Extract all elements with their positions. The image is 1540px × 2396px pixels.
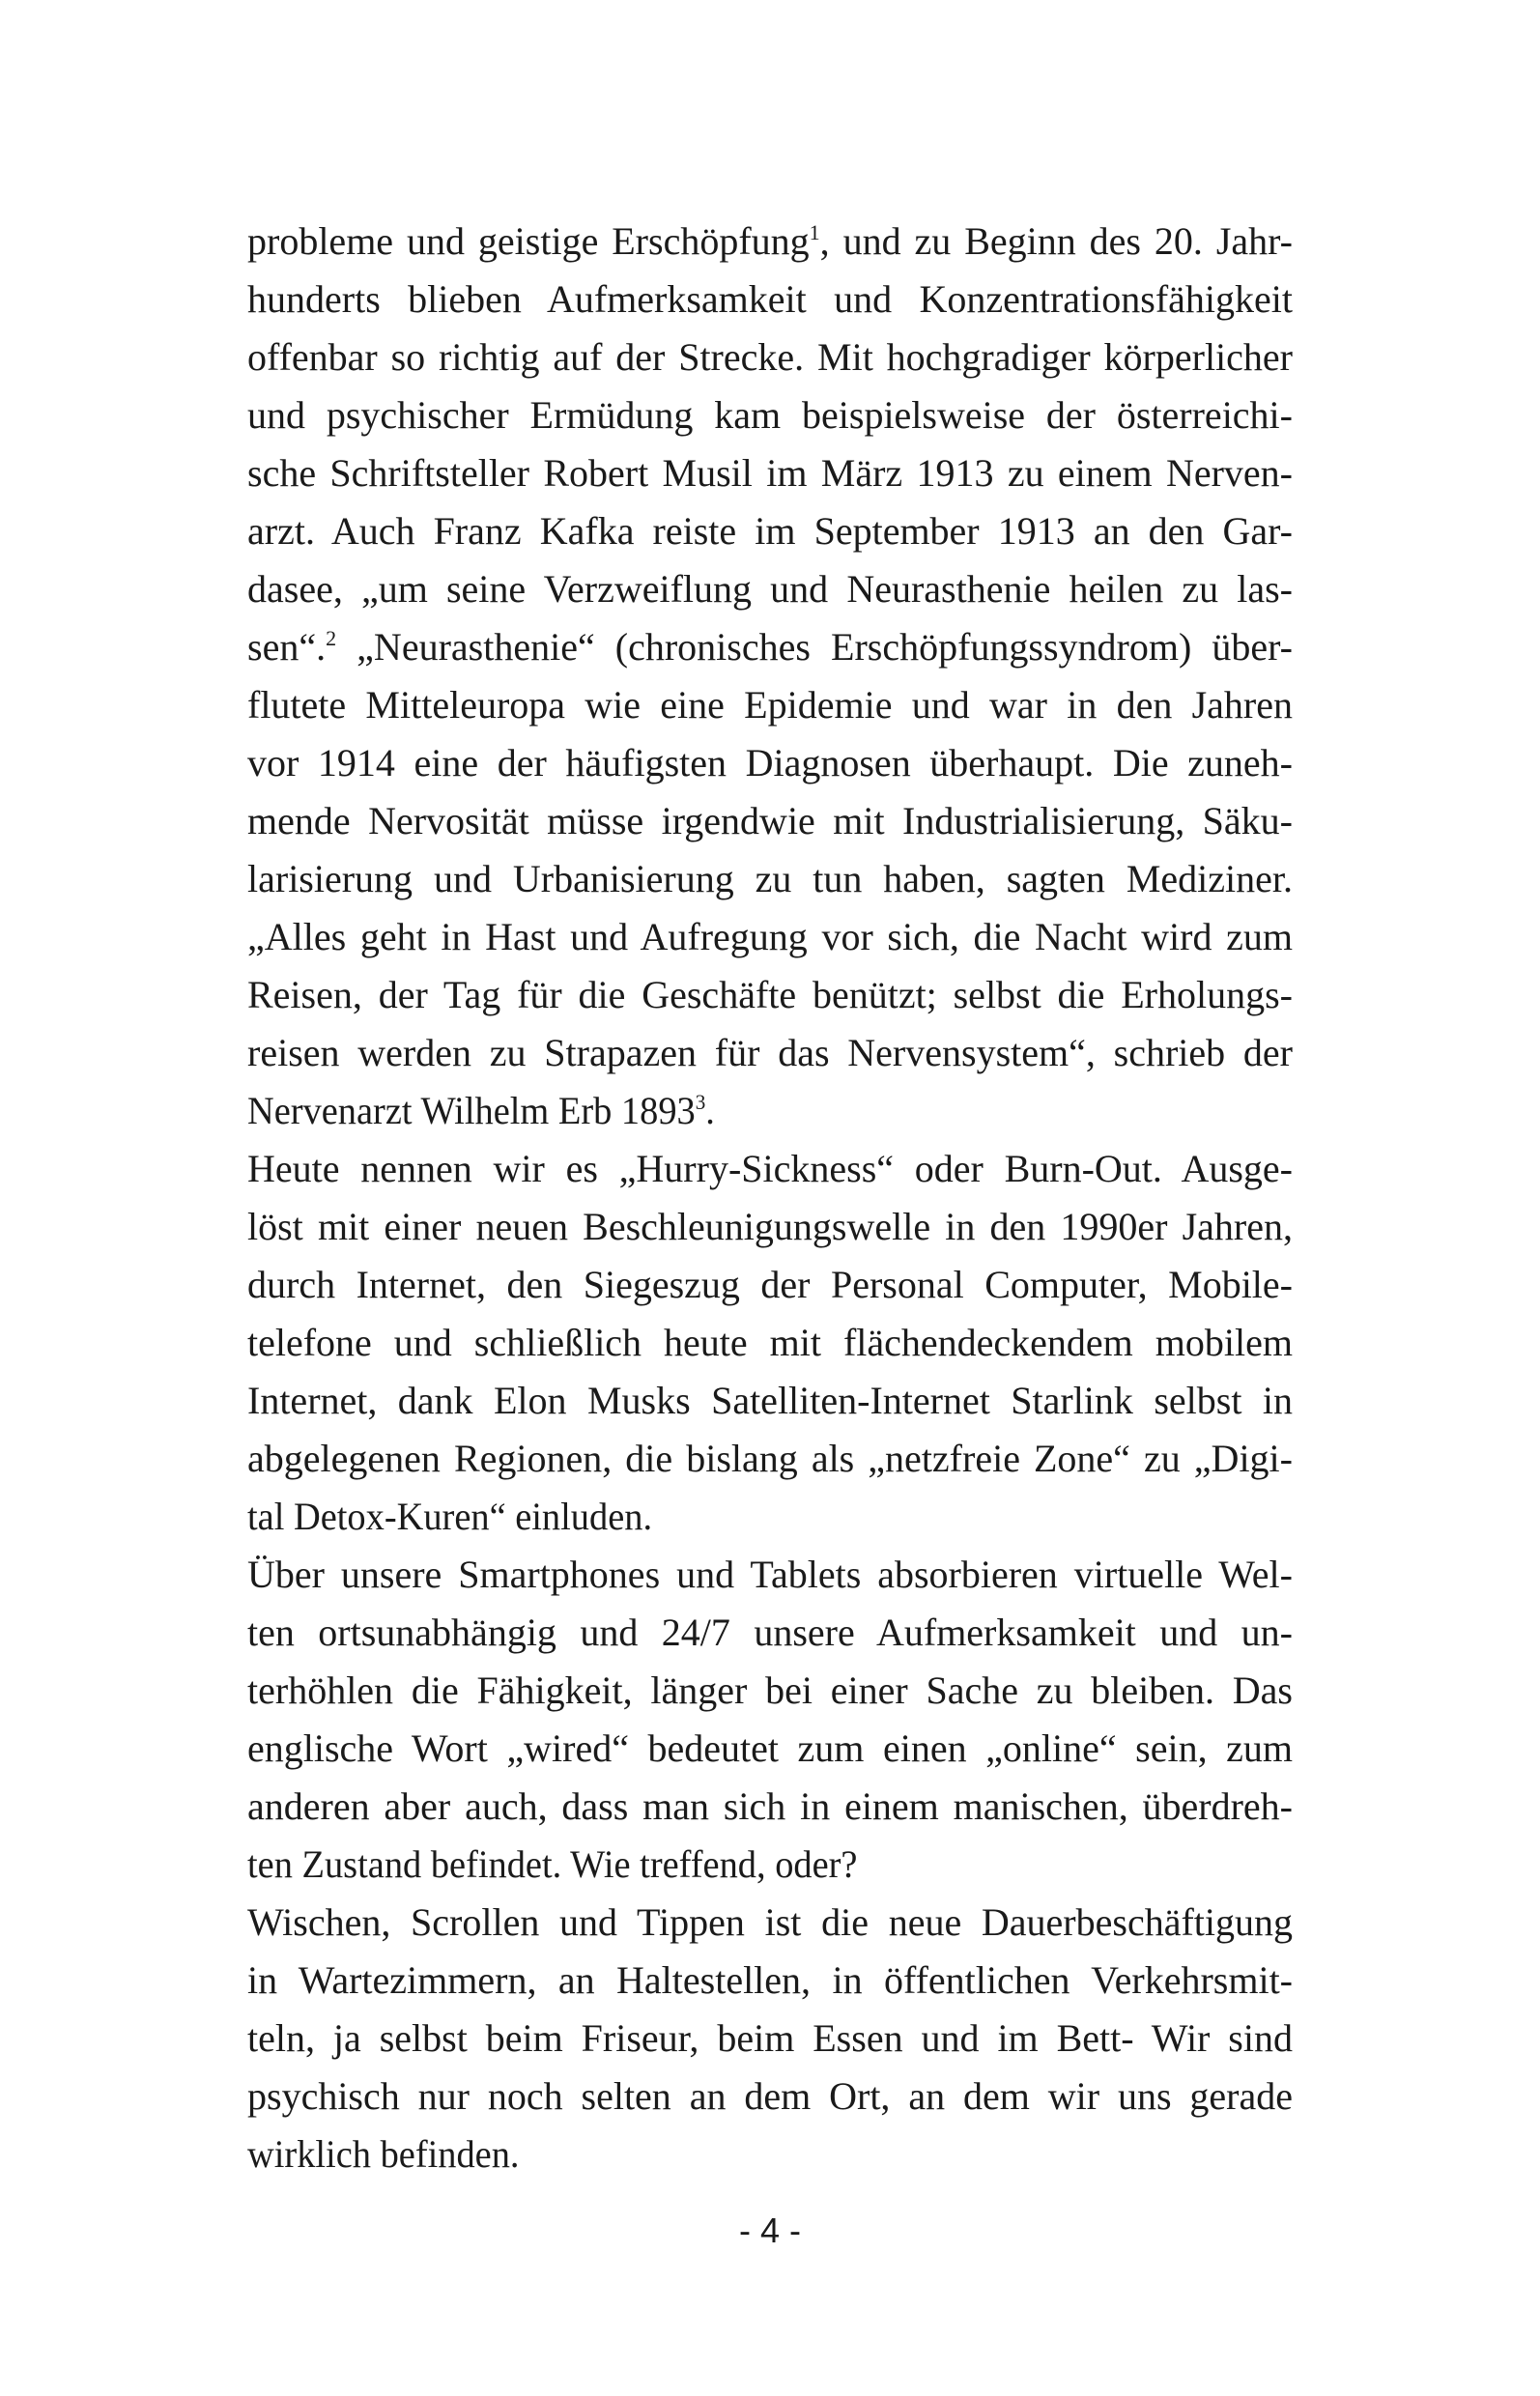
line-text: Über unsere Smartphones und Tablets absorbieren virtuelle Wel- — [247, 1553, 1293, 1596]
line-text: anderen aber auch, dass man sich in einem manischen, überdreh- — [247, 1784, 1293, 1828]
text-line — [247, 1082, 1293, 1140]
line-text: ten Zustand befindet. Wie treffend, oder? — [247, 1842, 858, 1886]
line-text: löst mit einer neuen Beschleunigungswelle in den 1990er Jahren, — [247, 1205, 1293, 1248]
text-line — [247, 271, 1293, 328]
line-text: sche Schriftsteller Robert Musil im März 1913 zu einem Nerven- — [247, 451, 1293, 495]
line-text-continued: , und zu Beginn des 20. Jahr- — [819, 219, 1293, 263]
text-line — [247, 1894, 1293, 1952]
line-text: „Alles geht in Hast und Aufregung vor sich, die Nacht wird zum — [247, 915, 1293, 958]
text-line — [247, 1778, 1293, 1836]
text-line — [247, 676, 1293, 734]
line-text: telefone und schließlich heute mit flächendeckendem mobilem — [247, 1321, 1293, 1364]
text-line — [247, 1024, 1293, 1082]
body-text — [247, 213, 1293, 2183]
text-line — [247, 734, 1293, 792]
text-line — [247, 1256, 1293, 1314]
text-line — [247, 850, 1293, 908]
footnote-reference: 2 — [326, 626, 337, 650]
line-text: ten ortsunabhängig und 24/7 unsere Aufmerksamkeit und un- — [247, 1611, 1293, 1654]
text-line — [247, 502, 1293, 560]
line-text: mende Nervosität müsse irgendwie mit Industrialisierung, Säku- — [247, 799, 1293, 842]
line-text: larisierung und Urbanisierung zu tun haben, sagten Mediziner. — [247, 857, 1293, 900]
text-line — [247, 618, 1293, 676]
text-line — [247, 213, 1293, 271]
line-text: Internet, dank Elon Musks Satelliten-Internet Starlink selbst in — [247, 1379, 1293, 1422]
line-text: Reisen, der Tag für die Geschäfte benützt; selbst die Erholungs- — [247, 973, 1293, 1016]
line-text: offenbar so richtig auf der Strecke. Mit hochgradiger körperlicher — [247, 335, 1293, 379]
text-line — [247, 2068, 1293, 2125]
line-text: durch Internet, den Siegeszug der Personal Computer, Mobile- — [247, 1263, 1293, 1306]
text-line — [247, 2125, 1293, 2183]
line-text: Nervenarzt Wilhelm Erb 1893 — [247, 1089, 696, 1132]
footnote-reference: 1 — [809, 220, 820, 244]
text-line — [247, 2010, 1293, 2068]
text-line — [247, 560, 1293, 618]
text-line — [247, 908, 1293, 966]
line-text-continued: . — [705, 1089, 715, 1132]
text-line — [247, 1546, 1293, 1604]
text-line — [247, 1430, 1293, 1488]
line-text: tal Detox-Kuren“ einluden. — [247, 1495, 653, 1538]
line-text: reisen werden zu Strapazen für das Nervensystem“, schrieb der — [247, 1031, 1293, 1074]
text-line — [247, 1952, 1293, 2010]
text-line — [247, 1372, 1293, 1430]
line-text: arzt. Auch Franz Kafka reiste im September 1913 an den Gar- — [247, 509, 1293, 553]
page-number: - 4 - — [738, 2211, 801, 2250]
line-text: flutete Mitteleuropa wie eine Epidemie und war in den Jahren — [247, 683, 1293, 727]
line-text: englische Wort „wired“ bedeutet zum einen „online“ sein, zum — [247, 1726, 1293, 1770]
text-line — [247, 1198, 1293, 1256]
line-text: in Wartezimmern, an Haltestellen, in öffentlichen Verkehrsmit- — [247, 1958, 1293, 2002]
text-line — [247, 1836, 1293, 1894]
text-line — [247, 1604, 1293, 1662]
line-text: wirklich befinden. — [247, 2132, 520, 2176]
line-text-continued: „Neurasthenie“ (chronisches Erschöpfungssyndrom) über- — [336, 625, 1293, 669]
text-line — [247, 386, 1293, 444]
line-text: Wischen, Scrollen und Tippen ist die neue Dauerbeschäftigung — [247, 1900, 1293, 1944]
text-line — [247, 444, 1293, 502]
line-text: vor 1914 eine der häufigsten Diagnosen überhaupt. Die zuneh- — [247, 741, 1293, 784]
line-text: psychisch nur noch selten an dem Ort, an dem wir uns gerade — [247, 2074, 1293, 2118]
line-text: teln, ja selbst beim Friseur, beim Essen und im Bett- Wir sind — [247, 2016, 1293, 2060]
footnote-reference: 3 — [695, 1090, 706, 1114]
text-line — [247, 1314, 1293, 1372]
text-line — [247, 1662, 1293, 1720]
line-text: terhöhlen die Fähigkeit, länger bei einer Sache zu bleiben. Das — [247, 1669, 1293, 1712]
line-text: sen“. — [247, 625, 327, 669]
text-line — [247, 1140, 1293, 1198]
text-line — [247, 1720, 1293, 1778]
line-text: probleme und geistige Erschöpfung — [247, 219, 810, 263]
line-text: dasee, „um seine Verzweiflung und Neurasthenie heilen zu las- — [247, 567, 1293, 611]
line-text: abgelegenen Regionen, die bislang als „netzfreie Zone“ zu „Digi- — [247, 1437, 1293, 1480]
text-line — [247, 328, 1293, 386]
line-text: und psychischer Ermüdung kam beispielsweise der österreichi- — [247, 393, 1293, 437]
line-text: Heute nennen wir es „Hurry-Sickness“ oder Burn-Out. Ausge- — [247, 1147, 1293, 1190]
text-line — [247, 792, 1293, 850]
text-line — [247, 1488, 1293, 1546]
line-text: hunderts blieben Aufmerksamkeit und Konzentrationsfähigkeit — [247, 277, 1293, 321]
text-line — [247, 966, 1293, 1024]
